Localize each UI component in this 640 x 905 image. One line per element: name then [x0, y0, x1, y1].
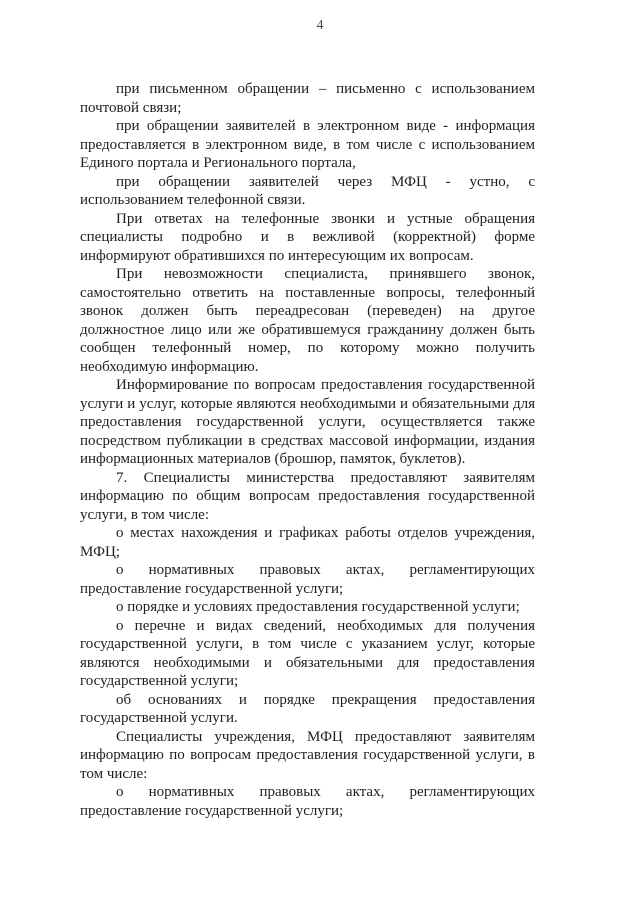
list-item-procedure: о порядке и условиях предоставления государственной услуги; — [116, 599, 520, 615]
paragraph-informing-media: Информирование по вопросам предоставления государственной услуги и услуг, которые являются необходимыми и обязательными для предоставления государственной услуги, осуществляется также посредством публикации в средствах массовой информации, издания информационных материалов (брошюр, памяток, буклетов). — [80, 377, 535, 467]
list-item-legal-acts-2: о нормативных правовых актах, регламентирующих предоставление государственной услуги; — [80, 784, 535, 819]
paragraph-phone-answers: При ответах на телефонные звонки и устные обращения специалисты подробно и в вежливой (корректной) форме информируют обратившихся по интересующим их вопросам. — [80, 210, 535, 264]
paragraph-call-redirect: При невозможности специалиста, принявшего звонок, самостоятельно ответить на поставленные вопросы, телефонный звонок должен быть переадресован (переведен) на другое должностное лицо или же обратившемуся гражданину должен быть сообщен телефонный номер, по которому можно получить необходимую информацию. — [80, 266, 535, 375]
document-body — [80, 80, 535, 820]
list-item-termination: об основаниях и порядке прекращения предоставления государственной услуги. — [80, 691, 535, 726]
paragraph-electronic-appeal: при обращении заявителей в электронном виде - информация предоставляется в электронном виде, в том числе с использованием Единого портала и Регионального портала, — [80, 118, 535, 171]
paragraph-mfc-appeal: при обращении заявителей через МФЦ - устно, с использованием телефонной связи. — [80, 173, 535, 208]
list-item-locations: о местах нахождения и графиках работы отделов учреждения, МФЦ; — [80, 525, 535, 560]
paragraph-item-7: 7. Специалисты министерства предоставляют заявителям информацию по общим вопросам предоставления государственной услуги, в том числе: — [80, 469, 535, 523]
list-item-required-info: о перечне и видах сведений, необходимых для получения государственной услуги, в том числе с указанием услуг, которые являются необходимыми и обязательными для предоставления государственной услуги; — [80, 617, 535, 689]
page-number: 4 — [316, 18, 324, 33]
paragraph-written-appeal: при письменном обращении – письменно с использованием почтовой связи; — [80, 81, 535, 116]
paragraph-institution-specialists: Специалисты учреждения, МФЦ предоставляют заявителям информацию по вопросам предоставления государственной услуги, в том числе: — [80, 728, 535, 782]
list-item-legal-acts: о нормативных правовых актах, регламентирующих предоставление государственной услуги; — [80, 562, 535, 597]
